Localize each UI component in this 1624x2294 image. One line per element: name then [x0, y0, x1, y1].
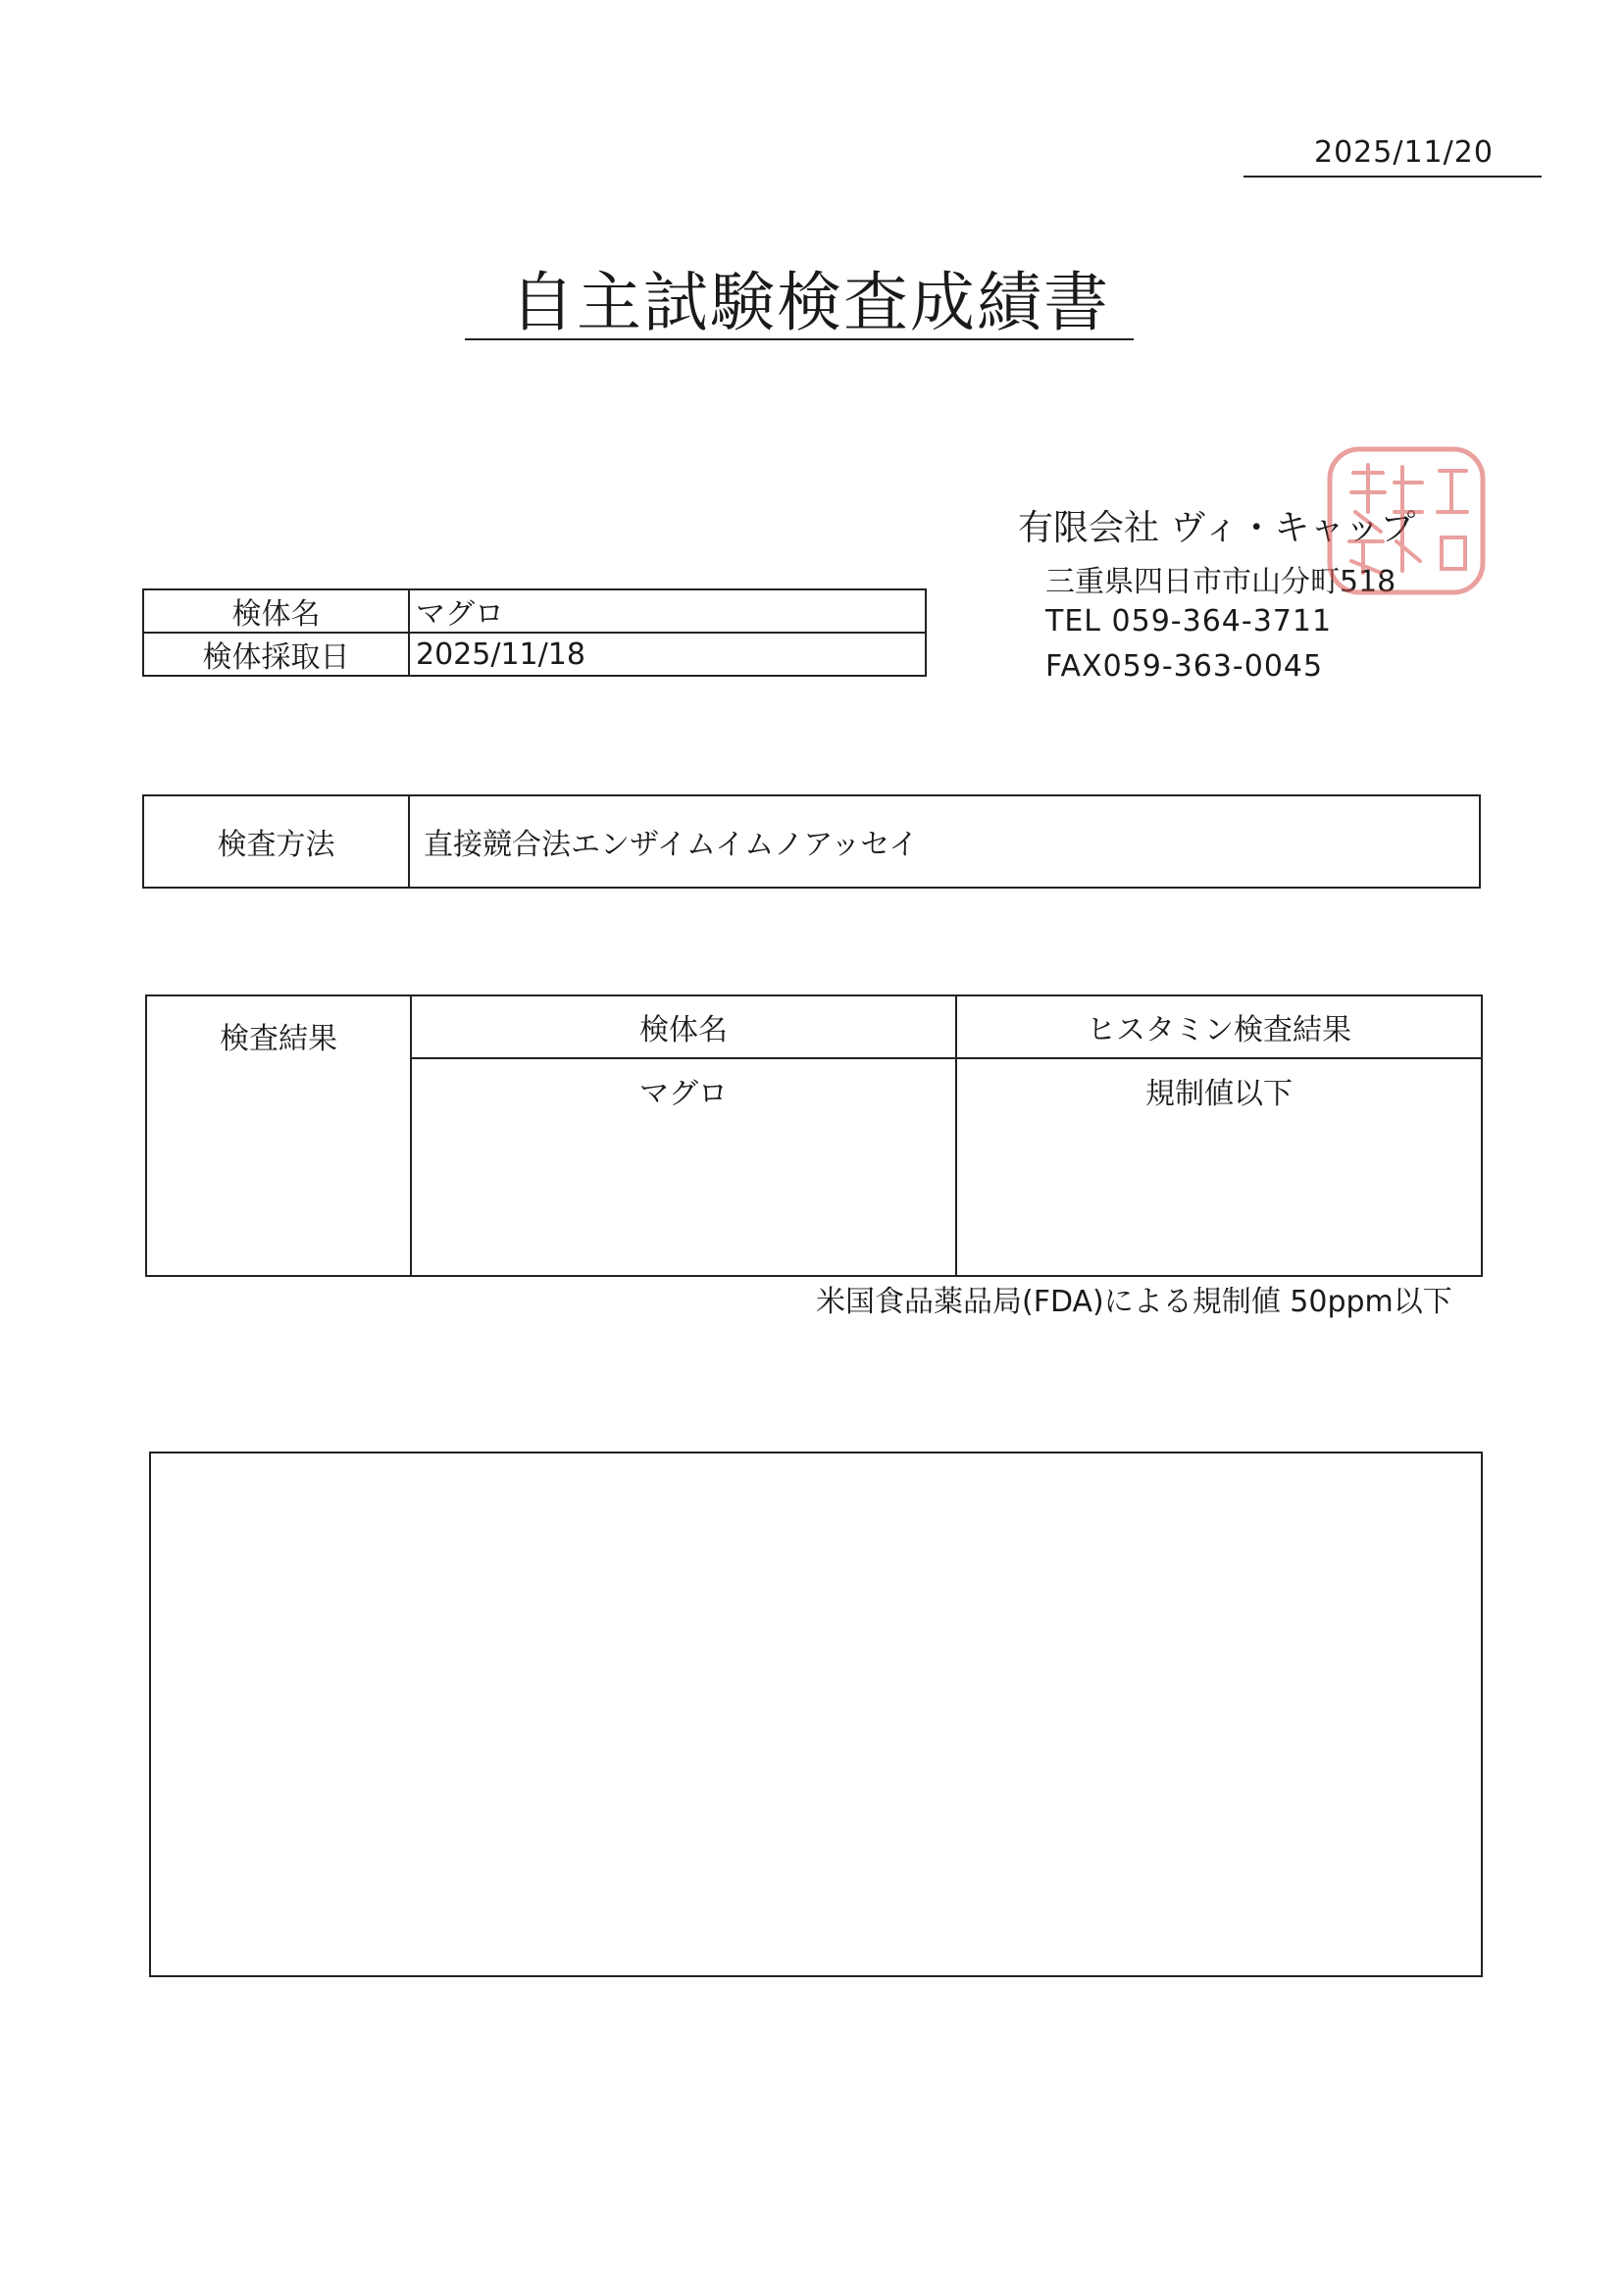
- method-value: 直接競合法エンザイムイムノアッセイ: [408, 794, 1481, 889]
- specimen-name-value: マグロ: [408, 588, 927, 634]
- method-label: 検査方法: [142, 794, 410, 889]
- specimen-name-row: [142, 588, 927, 634]
- results-specimen-value: マグロ: [410, 1057, 957, 1277]
- remarks-box: [149, 1452, 1483, 1977]
- method-table: [142, 794, 1481, 889]
- results-histamine-value: 規制値以下: [955, 1057, 1483, 1277]
- results-label: 検査結果: [145, 994, 412, 1277]
- results-col-specimen-header: 検体名: [410, 994, 957, 1059]
- specimen-date-row: [142, 632, 927, 677]
- specimen-table: [142, 588, 927, 679]
- results-table: [145, 994, 1483, 1277]
- title-underline: [465, 338, 1134, 340]
- company-seal-icon: [1324, 443, 1489, 598]
- specimen-date-label: 検体採取日: [142, 632, 410, 677]
- regulation-note: 米国食品薬品局(FDA)による規制値 50ppm以下: [816, 1285, 1452, 1319]
- specimen-date-value: 2025/11/18: [408, 632, 927, 677]
- specimen-name-label: 検体名: [142, 588, 410, 634]
- company-address: 三重県四日市市山分町518: [1045, 565, 1396, 599]
- report-date: 2025/11/20: [1314, 135, 1494, 170]
- company-tel: TEL 059-364-3711: [1045, 604, 1333, 638]
- company-name: 有限会社 ヴィ・キャップ: [1018, 508, 1416, 548]
- results-col-histamine-header: ヒスタミン検査結果: [955, 994, 1483, 1059]
- company-fax: FAX059-363-0045: [1045, 649, 1324, 684]
- date-underline: [1243, 176, 1542, 178]
- page-title: 自主試験検査成績書: [510, 265, 1110, 340]
